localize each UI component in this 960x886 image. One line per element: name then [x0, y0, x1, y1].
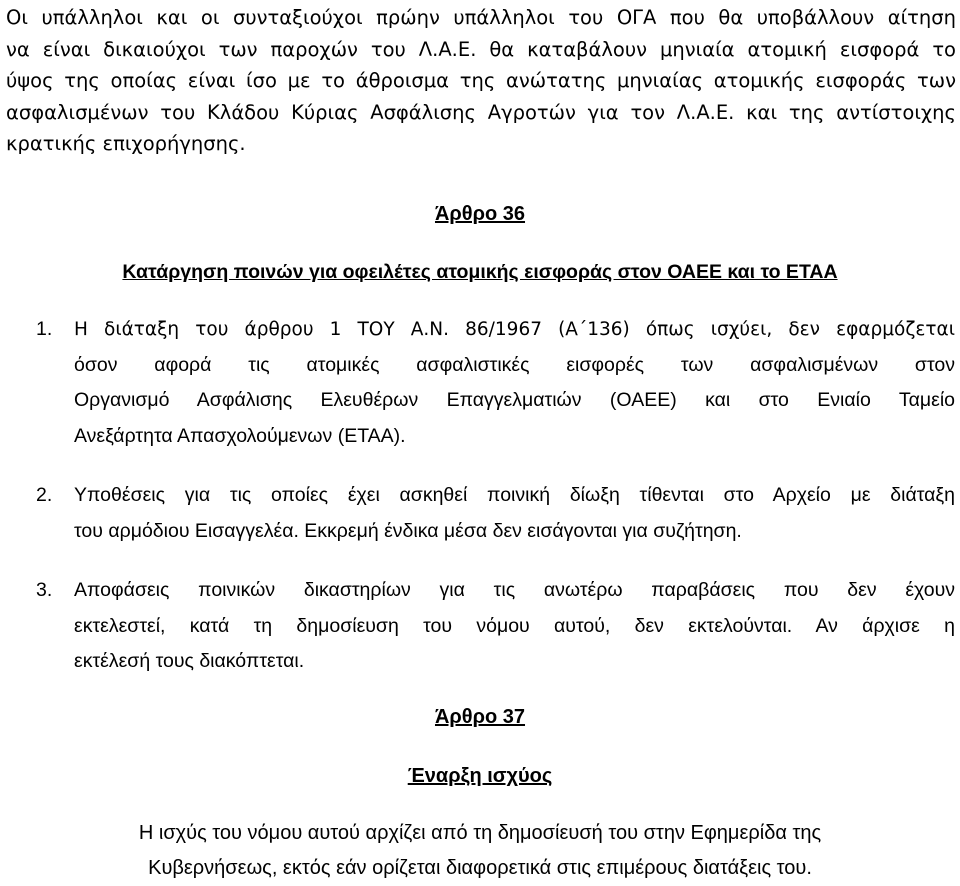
intro-line: ασφαλισμένων του Κλάδου Κύριας Ασφάλισης Αγροτών για τον Λ.Α.Ε. και της αντίστοιχης	[6, 100, 956, 124]
paragraph-number: 2.	[36, 484, 53, 506]
article-36-title: Κατάργηση ποινών για οφειλέτες ατομικής εισφοράς στον ΟΑΕΕ και το ΕΤΑΑ	[122, 261, 838, 283]
paragraph-number: 3.	[36, 579, 53, 601]
paragraph-line: 1. Η διάταξη του άρθρου 1 ΤΟΥ Α.Ν. 86/1967 (Α΄136) όπως ισχύει, δεν εφαρμόζεται	[74, 312, 955, 348]
paragraph-line: 2. Υποθέσεις για τις οποίες έχει ασκηθεί ποινική δίωξη τίθενται στο Αρχείο με διάταξη	[74, 478, 955, 514]
paragraph-line: Οργανισμό Ασφάλισης Ελευθέρων Επαγγελματιών (ΟΑΕΕ) και στο Ενιαίο Ταμείο	[74, 389, 955, 411]
article-36-paragraph-2	[36, 478, 955, 549]
paragraph-number: 1.	[36, 318, 53, 340]
article-37-text	[0, 816, 960, 886]
intro-line: ύψος της οποίας είναι ίσο με το άθροισμα της ανώτατης μηνιαίας ατομικής εισφοράς των	[6, 69, 956, 92]
paragraph-line: εκτελεστεί, κατά τη δημοσίευση του νόμου αυτού, δεν εκτελούνται. Αν άρχισε η	[74, 614, 955, 637]
intro-line: να είναι δικαιούχοι των παροχών του Λ.Α.Ε. θα καταβάλουν μηνιαία ατομική εισφορά το	[6, 37, 956, 61]
article-36-paragraph-3	[36, 573, 955, 680]
paragraph-line: Η ισχύς του νόμου αυτού αρχίζει από τη δημοσίευσή του στην Εφημερίδα της	[138, 822, 822, 844]
paragraph-line: 3. Αποφάσεις ποινικών δικαστηρίων για τις ανωτέρω παραβάσεις που δεν έχουν	[74, 573, 955, 609]
article-36-heading: Άρθρο 36	[434, 203, 526, 225]
article-37-title: Έναρξη ισχύος	[407, 765, 553, 787]
intro-line: κρατικής επιχορήγησης.	[6, 132, 246, 155]
article-36-paragraph-1	[36, 312, 955, 454]
article-37-heading: Άρθρο 37	[434, 706, 526, 728]
paragraph-line: Κυβερνήσεως, εκτός εάν ορίζεται διαφορετικά στις επιμέρους διατάξεις του.	[148, 857, 812, 879]
paragraph-line: εκτέλεσή τους διακόπτεται.	[74, 650, 305, 672]
intro-paragraph	[6, 2, 956, 160]
paragraph-line: όσον αφορά τις ατομικές ασφαλιστικές εισφορές των ασφαλισμένων στον	[74, 353, 955, 376]
paragraph-line: Ανεξάρτητα Απασχολούμενων (ΕΤΑΑ).	[74, 424, 406, 447]
intro-line: Οι υπάλληλοι και οι συνταξιούχοι πρώην υπάλληλοι του ΟΓΑ που θα υποβάλλουν αίτηση	[6, 6, 956, 29]
paragraph-line: του αρμόδιου Εισαγγελέα. Εκκρεμή ένδικα μέσα δεν εισάγονται για συζήτηση.	[74, 519, 742, 542]
